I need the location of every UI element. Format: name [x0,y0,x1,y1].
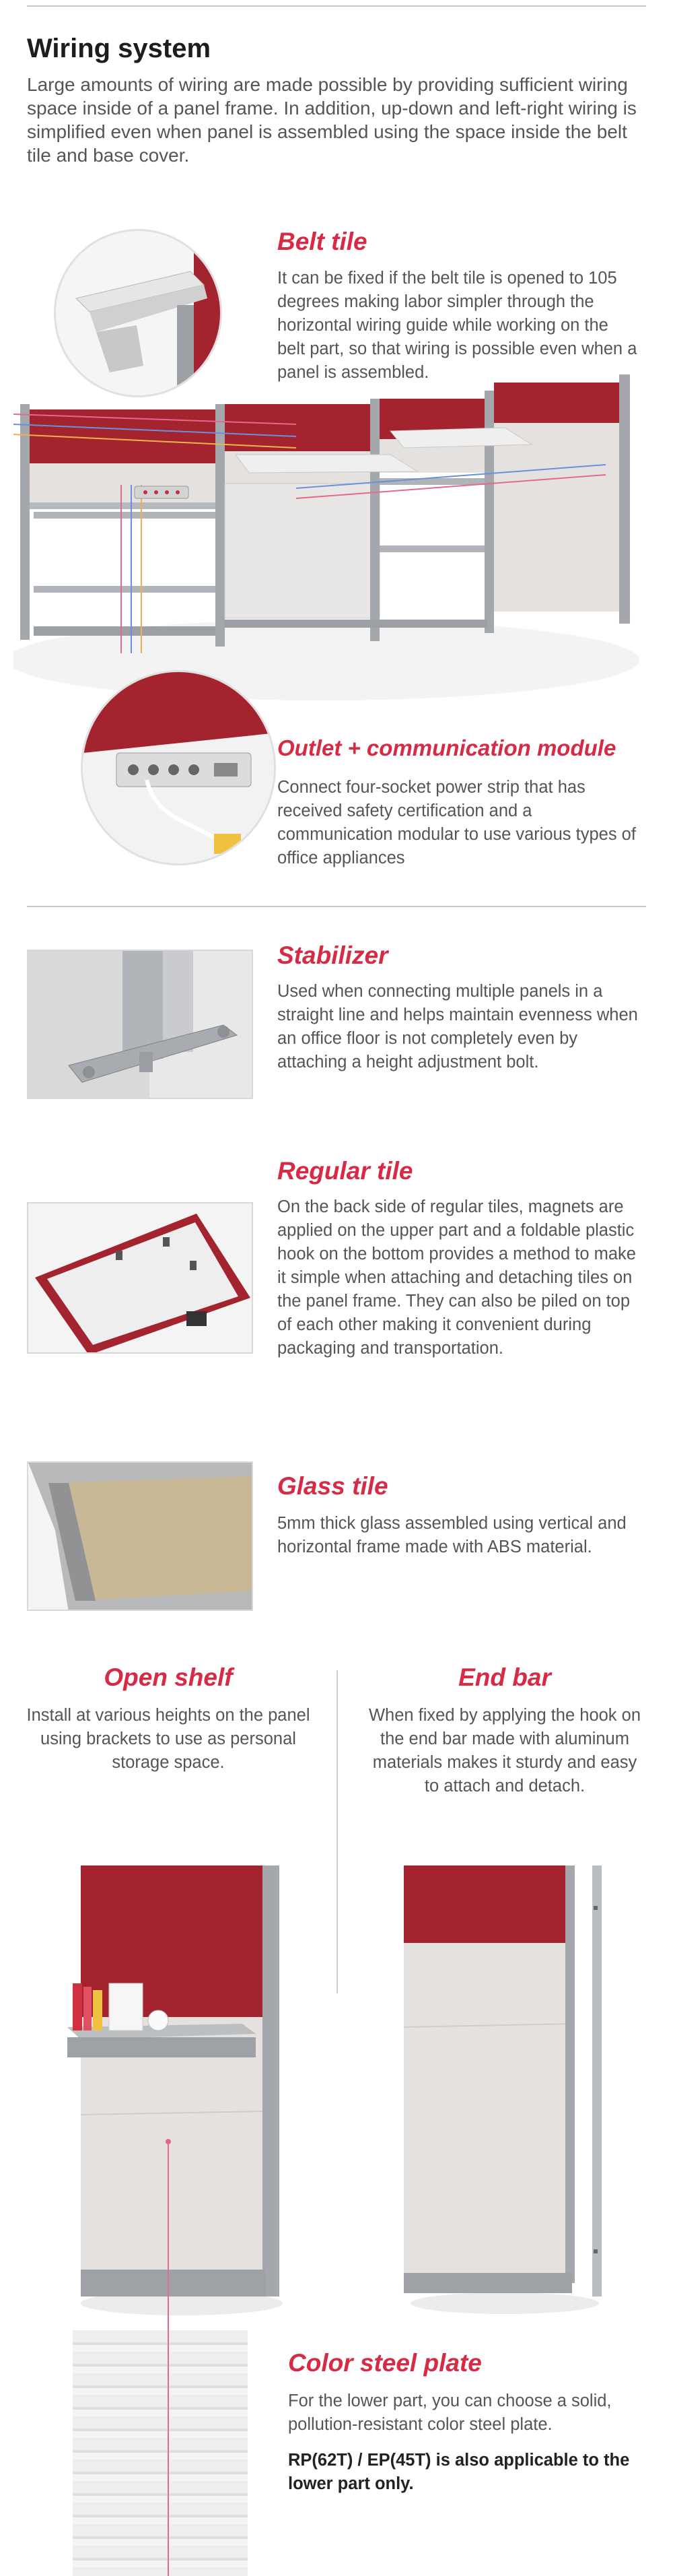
stabilizer-text: Used when connecting multiple panels in a straight line and helps maintain evenness when an office floor is not completely even by attaching a height adjustment bolt. [277,982,638,1071]
color-steel-swatch [73,2330,248,2576]
stabilizer-photo [27,950,253,1099]
belt-tile-text: It can be fixed if the belt tile is opened to 105 degrees making labor simpler through the horizontal wiring guide while working on the belt part, so that wiring is possible even when a panel is assembled. [277,269,637,382]
regular-tile-photo [27,1202,253,1354]
outlet-title: Outlet + communication module [277,735,616,760]
end-bar-text: When fixed by applying the hook on the end bar made with aluminum materials makes it sturdy and easy to attach and detach. [368,1706,641,1795]
stabilizer-title: Stabilizer [277,942,388,969]
column-divider [336,1670,338,1993]
open-shelf-title: Open shelf [104,1663,233,1691]
color-steel-text: For the lower part, you can choose a solid, pollution-resistant color steel plate. [288,2391,612,2434]
color-steel-title: Color steel plate [288,2349,482,2377]
glass-tile-photo [27,1461,253,1611]
section-title: Wiring system [27,34,211,63]
glass-tile-text: 5mm thick glass assembled using vertical and horizontal frame made with ABS material. [277,1514,627,1556]
outlet-text: Connect four-socket power strip that has received safety certification and a communication modular to use various types of office appliances [277,778,636,867]
glass-tile-title: Glass tile [277,1472,388,1500]
end-bar-title: End bar [458,1663,551,1691]
end-bar-illustration [397,1865,619,2323]
belt-tile-detail [54,229,222,397]
regular-tile-text: On the back side of regular tiles, magnets are applied on the upper part and a foldable plastic hook on the bottom provides a method to make it simple when attaching and detaching tiles on the panel frame. They can also be piled on top of each other making it convenient during packaging and transportation. [277,1197,636,1358]
wiring-marker-line [168,2317,169,2576]
regular-tile-title: Regular tile [277,1157,413,1185]
open-shelf-text: Install at various heights on the panel using brackets to use as personal storage space. [26,1706,310,1772]
outlet-module-detail [81,670,276,865]
open-shelf-illustration [67,1865,289,2323]
color-steel-note: RP(62T) / EP(45T) is also applicable to the lower part only. [288,2451,630,2493]
belt-tile-title: Belt tile [277,228,367,255]
top-divider [27,5,646,7]
section-divider [27,906,646,907]
intro-paragraph: Large amounts of wiring are made possible by providing sufficient wiring space inside of a panel frame. In addition, up-down and left-right wiring is simplified even when panel is assembled using the space inside the belt tile and base cover. [27,74,637,166]
